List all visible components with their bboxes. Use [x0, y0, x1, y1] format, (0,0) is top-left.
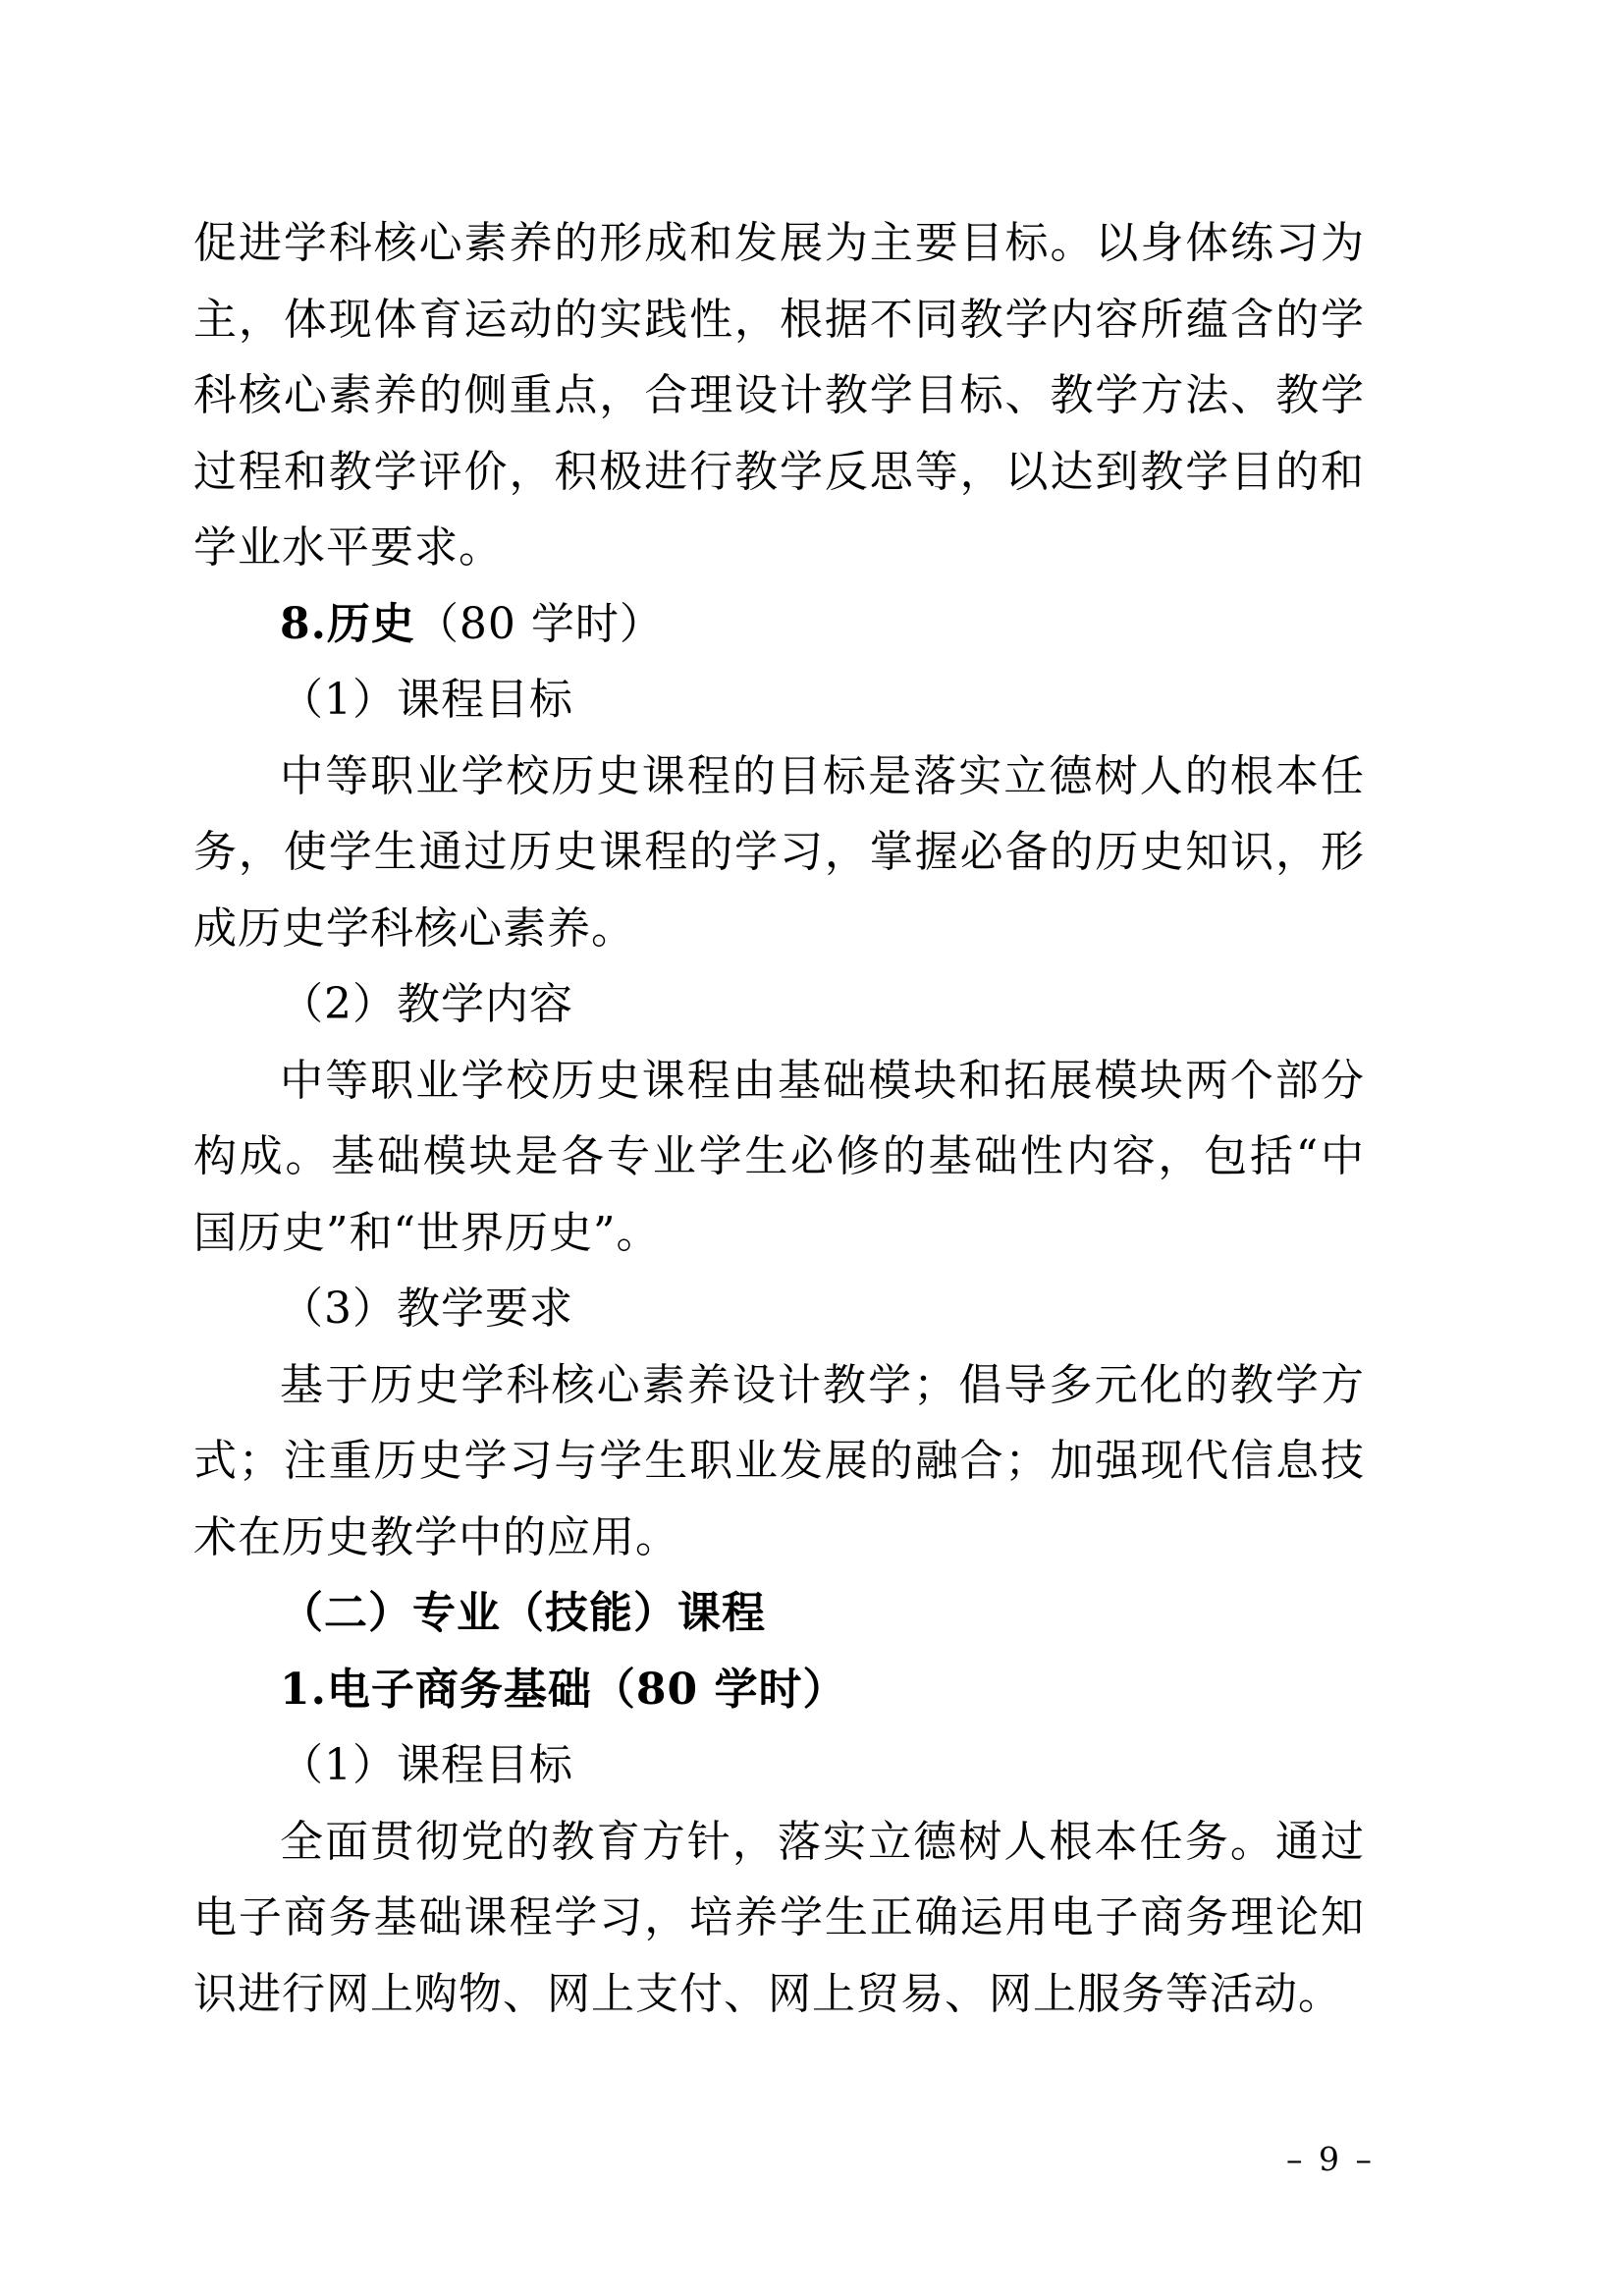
text-segment: 成历史学科核心素养。 [193, 902, 635, 954]
paragraph-ecommerce-objectives [193, 1804, 1365, 2033]
text-line [193, 434, 1365, 511]
text-line [193, 1500, 1365, 1576]
text-line [193, 1271, 1365, 1347]
text-segment: 术在历史教学中的应用。 [193, 1511, 679, 1562]
text-line [193, 357, 1365, 434]
text-segment: 过程和教学评价，积极进行教学反思等，以达到教学目的和 [193, 446, 1365, 497]
text-line [193, 205, 1365, 282]
text-segment: 基于历史学科核心素养设计教学；倡导多元化的教学方 [280, 1359, 1365, 1410]
text-segment: 全面贯彻党的教育方针，落实立德树人根本任务。通过 [280, 1816, 1365, 1867]
bold-text-segment: （二）专业（技能）课程 [280, 1588, 766, 1638]
heading-ecommerce-basics-course [193, 1652, 1365, 1728]
text-segment: 学业水平要求。 [193, 522, 503, 573]
subheading-history-teaching-content [193, 966, 1365, 1043]
text-line [193, 966, 1365, 1043]
heading-history-course [193, 586, 1365, 663]
subheading-history-teaching-requirements [193, 1271, 1365, 1347]
text-segment: 务，使学生通过历史课程的学习，掌握必备的历史知识，形 [193, 827, 1365, 877]
text-segment: 中等职业学校历史课程的目标是落实立德树人的根本任 [280, 750, 1365, 801]
text-line [193, 738, 1365, 815]
paragraph-history-objectives [193, 738, 1365, 967]
text-segment: 国历史”和“世界历史”。 [193, 1207, 661, 1258]
paragraph-history-requirements [193, 1347, 1365, 1576]
text-line [193, 1880, 1365, 1956]
text-segment: （1）课程目标 [280, 675, 573, 725]
text-segment: （80 学时） [414, 598, 664, 649]
text-segment: 识进行网上购物、网上支付、网上贸易、网上服务等活动。 [193, 1968, 1342, 2019]
text-segment: （2）教学内容 [280, 979, 573, 1029]
text-line [193, 1195, 1365, 1272]
text-line [193, 662, 1365, 738]
text-line [193, 1347, 1365, 1424]
bold-text-segment: 1.电子商务基础（80 学时） [280, 1664, 847, 1715]
text-line [193, 282, 1365, 358]
text-line [193, 1652, 1365, 1728]
text-segment: 促进学科核心素养的形成和发展为主要目标。以身体练习为 [193, 218, 1365, 268]
text-segment: （1）课程目标 [280, 1740, 573, 1790]
subheading-history-course-objectives [193, 662, 1365, 738]
paragraph-history-content [193, 1043, 1365, 1272]
text-segment: 式；注重历史学习与学生职业发展的融合；加强现代信息技 [193, 1436, 1365, 1486]
paragraph-pe-teaching-continued [193, 205, 1365, 586]
text-line [193, 891, 1365, 967]
text-line [193, 586, 1365, 663]
text-line [193, 1956, 1365, 2033]
text-segment: （3）教学要求 [280, 1284, 573, 1334]
subheading-ecommerce-course-objectives [193, 1727, 1365, 1804]
text-line [193, 1043, 1365, 1120]
page-number: – 9 – [1286, 2140, 1375, 2178]
text-line [193, 814, 1365, 891]
page-body [193, 205, 1365, 2032]
text-segment: 科核心素养的侧重点，合理设计教学目标、教学方法、教学 [193, 370, 1365, 420]
text-line [193, 1804, 1365, 1881]
text-line [193, 510, 1365, 586]
text-line [193, 1423, 1365, 1500]
text-line [193, 1727, 1365, 1804]
heading-professional-skill-courses [193, 1575, 1365, 1652]
text-segment: 主，体现体育运动的实践性，根据不同教学内容所蕴含的学 [193, 294, 1365, 345]
text-line [193, 1575, 1365, 1652]
text-line [193, 1119, 1365, 1195]
text-segment: 构成。基础模块是各专业学生必修的基础性内容，包括“中 [193, 1131, 1365, 1181]
text-segment: 电子商务基础课程学习，培养学生正确运用电子商务理论知 [193, 1892, 1365, 1942]
bold-text-segment: 8.历史 [280, 598, 415, 649]
text-segment: 中等职业学校历史课程由基础模块和拓展模块两个部分 [280, 1055, 1365, 1106]
